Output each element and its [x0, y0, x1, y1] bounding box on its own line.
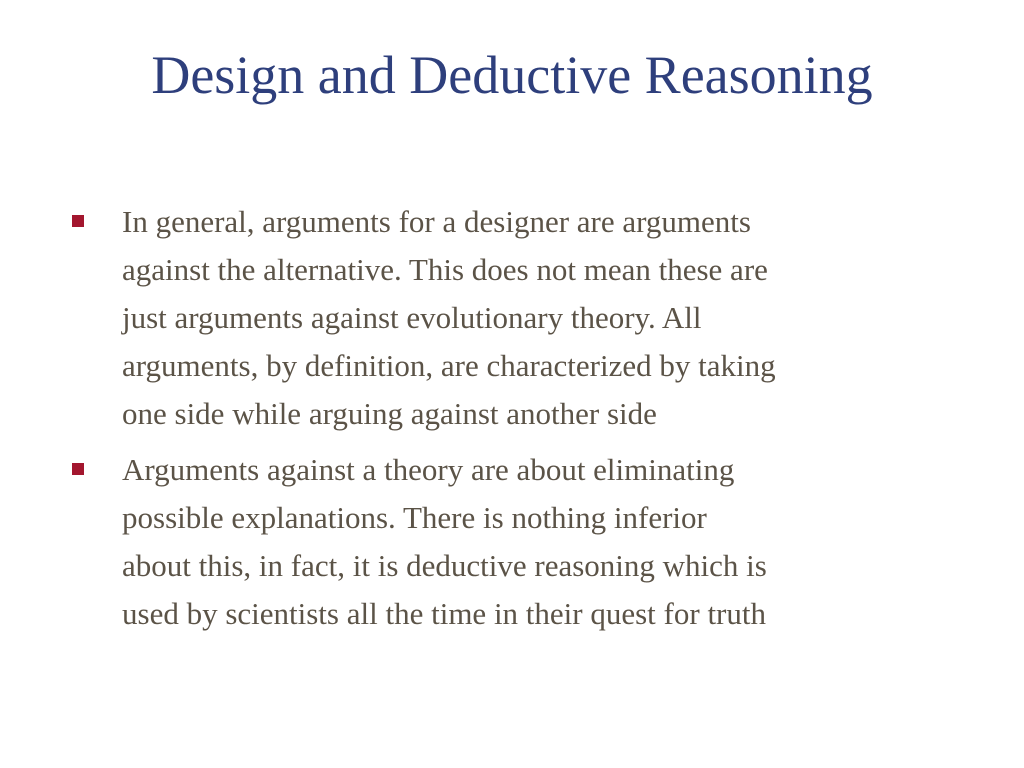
bullet-item — [72, 446, 972, 638]
bullet-text-line: In general, arguments for a designer are arguments — [122, 204, 751, 239]
bullet-text-line: arguments, by definition, are characterized by taking — [122, 348, 776, 383]
square-bullet-icon — [72, 463, 84, 475]
bullet-text-line: possible explanations. There is nothing inferior — [122, 500, 707, 535]
bullet-text-line: one side while arguing against another side — [122, 396, 657, 431]
bullet-text-line: used by scientists all the time in their quest for truth — [122, 596, 766, 631]
bullet-list — [72, 198, 972, 646]
bullet-text-line: about this, in fact, it is deductive reasoning which is — [122, 548, 767, 583]
square-bullet-icon — [72, 215, 84, 227]
bullet-item — [72, 198, 972, 438]
slide-title: Design and Deductive Reasoning — [151, 45, 873, 105]
bullet-text-line: against the alternative. This does not mean these are — [122, 252, 768, 287]
bullet-text-line: just arguments against evolutionary theory. All — [122, 300, 702, 335]
bullet-text-line: Arguments against a theory are about eliminating — [122, 452, 735, 487]
